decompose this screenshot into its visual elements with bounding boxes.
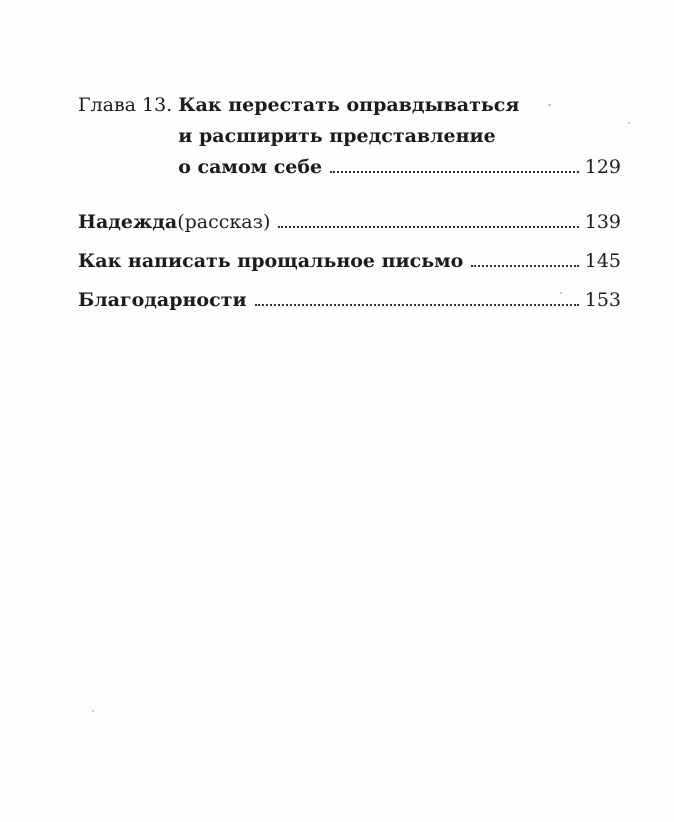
chapter-title-line-2: и расширить представление <box>178 125 496 147</box>
toc-entry-nadezhda[interactable] <box>78 207 621 238</box>
page-number: 153 <box>584 289 621 311</box>
chapter-title-line-1: Как перестать оправдываться <box>178 94 520 116</box>
entry-title: Благодарности <box>78 289 247 311</box>
dot-leader <box>255 303 579 306</box>
entry-title: Как написать прощальное письмо <box>78 250 464 272</box>
chapter-label: Глава 13. <box>78 94 173 116</box>
scan-speck <box>628 122 630 124</box>
scan-speck <box>560 292 562 294</box>
page-number: 129 <box>584 156 621 178</box>
dot-leader <box>278 225 578 228</box>
entry-subtitle: (рассказ) <box>177 211 271 233</box>
toc-entry-farewell-letter[interactable] <box>78 246 621 277</box>
table-of-contents <box>78 90 621 316</box>
chapter-title-line-3: о самом себе <box>178 156 323 178</box>
page-number: 145 <box>584 250 621 272</box>
scan-speck <box>92 710 94 712</box>
toc-entry-acknowledgements[interactable] <box>78 285 621 316</box>
dot-leader <box>330 170 579 173</box>
dot-leader <box>471 264 578 267</box>
toc-entry-chapter-13[interactable] <box>78 90 621 183</box>
entry-title: Надежда <box>78 211 178 233</box>
page-number: 139 <box>584 211 621 233</box>
scan-speck <box>548 104 551 106</box>
